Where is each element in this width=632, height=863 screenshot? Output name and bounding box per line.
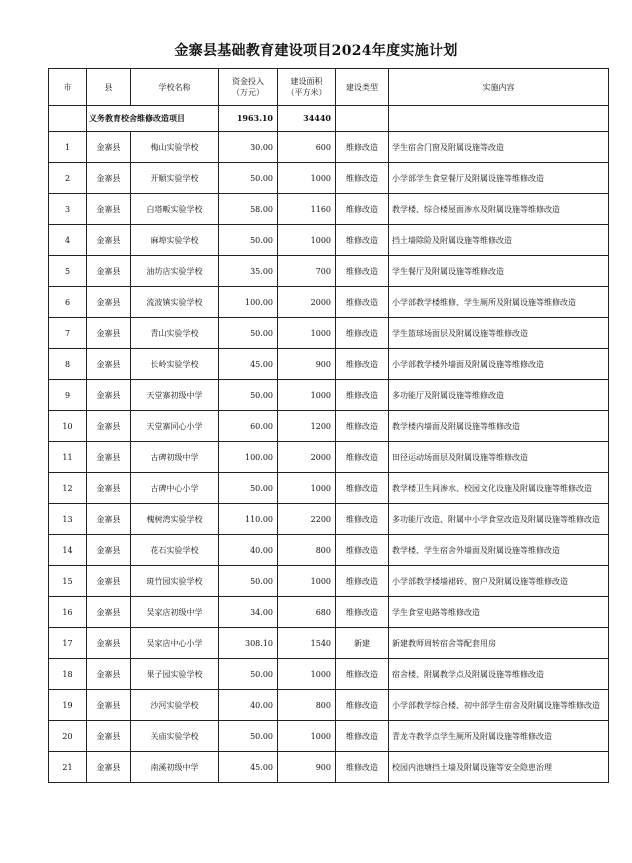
row-number: 8 [49, 349, 87, 380]
county-cell: 金寨县 [87, 442, 131, 473]
school-name-cell: 天堂寨同心小学 [131, 411, 219, 442]
school-name-cell: 花石实验学校 [131, 535, 219, 566]
row-number: 7 [49, 318, 87, 349]
area-cell: 1200 [278, 411, 336, 442]
school-name-cell: 开顺实验学校 [131, 163, 219, 194]
header-content: 实施内容 [389, 69, 609, 106]
summary-content-blank [389, 106, 609, 132]
summary-blank [49, 106, 87, 132]
table-row [49, 318, 609, 349]
investment-cell: 50.00 [219, 566, 278, 597]
table-row [49, 225, 609, 256]
county-cell: 金寨县 [87, 504, 131, 535]
area-cell: 1540 [278, 628, 336, 659]
build-type-cell: 维修改造 [336, 473, 389, 504]
area-cell: 2000 [278, 287, 336, 318]
school-name-cell: 古碑中心小学 [131, 473, 219, 504]
investment-cell: 45.00 [219, 752, 278, 783]
area-cell: 1000 [278, 566, 336, 597]
county-cell: 金寨县 [87, 256, 131, 287]
header-area-line2: （平方米） [286, 88, 327, 97]
row-number: 1 [49, 132, 87, 163]
investment-cell: 100.00 [219, 442, 278, 473]
row-number: 9 [49, 380, 87, 411]
row-number: 20 [49, 721, 87, 752]
county-cell: 金寨县 [87, 535, 131, 566]
build-type-cell: 维修改造 [336, 380, 389, 411]
table-row [49, 287, 609, 318]
build-type-cell: 维修改造 [336, 442, 389, 473]
row-number: 11 [49, 442, 87, 473]
area-cell: 680 [278, 597, 336, 628]
content-cell: 教学楼内墙面及附属设施等维修改造 [389, 411, 609, 442]
county-cell: 金寨县 [87, 225, 131, 256]
row-number: 3 [49, 194, 87, 225]
county-cell: 金寨县 [87, 349, 131, 380]
table-header-row [49, 69, 609, 106]
content-cell: 小学部教学综合楼、初中部学生宿舍及附属设施等维修改造 [389, 690, 609, 721]
table-row [49, 752, 609, 783]
investment-cell: 50.00 [219, 318, 278, 349]
content-cell: 挡土墙除险及附属设施等维修改造 [389, 225, 609, 256]
build-type-cell: 维修改造 [336, 597, 389, 628]
build-type-cell: 维修改造 [336, 690, 389, 721]
area-cell: 1000 [278, 721, 336, 752]
build-type-cell: 维修改造 [336, 535, 389, 566]
investment-cell: 50.00 [219, 659, 278, 690]
area-cell: 600 [278, 132, 336, 163]
build-type-cell: 维修改造 [336, 318, 389, 349]
content-cell: 小学部学生食堂餐厅及附属设施等维修改造 [389, 163, 609, 194]
county-cell: 金寨县 [87, 473, 131, 504]
area-cell: 1000 [278, 318, 336, 349]
build-type-cell: 新建 [336, 628, 389, 659]
build-type-cell: 维修改造 [336, 659, 389, 690]
row-number: 4 [49, 225, 87, 256]
area-cell: 1000 [278, 225, 336, 256]
build-type-cell: 维修改造 [336, 256, 389, 287]
school-name-cell: 古碑初级中学 [131, 442, 219, 473]
county-cell: 金寨县 [87, 194, 131, 225]
table-row [49, 659, 609, 690]
header-school: 学校名称 [131, 69, 219, 106]
build-type-cell: 维修改造 [336, 194, 389, 225]
school-name-cell: 天堂寨初级中学 [131, 380, 219, 411]
table-row [49, 380, 609, 411]
content-cell: 学生食堂电路等维修改造 [389, 597, 609, 628]
county-cell: 金寨县 [87, 132, 131, 163]
county-cell: 金寨县 [87, 659, 131, 690]
school-name-cell: 麻埠实验学校 [131, 225, 219, 256]
header-investment-line1: 资金投入 [232, 77, 264, 86]
table-row [49, 194, 609, 225]
content-cell: 学生篮球场面层及附属设施等维修改造 [389, 318, 609, 349]
school-name-cell: 槐树湾实验学校 [131, 504, 219, 535]
school-name-cell: 青山实验学校 [131, 318, 219, 349]
county-cell: 金寨县 [87, 566, 131, 597]
header-area [278, 69, 336, 106]
area-cell: 900 [278, 349, 336, 380]
build-type-cell: 维修改造 [336, 163, 389, 194]
table-row [49, 535, 609, 566]
table-row [49, 628, 609, 659]
investment-cell: 100.00 [219, 287, 278, 318]
row-number: 19 [49, 690, 87, 721]
content-cell: 校园内池塘挡土墙及附属设施等安全隐患治理 [389, 752, 609, 783]
page-title: 金寨县基础教育建设项目2024年度实施计划 [174, 43, 458, 59]
table-row [49, 597, 609, 628]
school-name-cell: 梅山实验学校 [131, 132, 219, 163]
table-row [49, 132, 609, 163]
investment-cell: 50.00 [219, 473, 278, 504]
summary-type-blank [336, 106, 389, 132]
investment-cell: 40.00 [219, 535, 278, 566]
area-cell: 900 [278, 752, 336, 783]
school-name-cell: 吴家店初级中学 [131, 597, 219, 628]
header-investment-line2: （万元） [232, 88, 264, 97]
table-row [49, 256, 609, 287]
header-investment [219, 69, 278, 106]
school-name-cell: 白塔畈实验学校 [131, 194, 219, 225]
school-name-cell: 果子园实验学校 [131, 659, 219, 690]
table-row [49, 442, 609, 473]
investment-cell: 50.00 [219, 163, 278, 194]
investment-cell: 40.00 [219, 690, 278, 721]
county-cell: 金寨县 [87, 380, 131, 411]
build-type-cell: 维修改造 [336, 566, 389, 597]
row-number: 2 [49, 163, 87, 194]
row-number: 10 [49, 411, 87, 442]
row-number: 18 [49, 659, 87, 690]
table-row [49, 690, 609, 721]
header-city: 市 [49, 69, 87, 106]
table-row [49, 473, 609, 504]
county-cell: 金寨县 [87, 411, 131, 442]
content-cell: 小学部教学楼外墙面及附属设施等维修改造 [389, 349, 609, 380]
content-cell: 宿舍楼、附属教学点及附属设施等维修改造 [389, 659, 609, 690]
content-cell: 小学部教学楼维修、学生厕所及附属设施等维修改造 [389, 287, 609, 318]
implementation-plan-table [48, 68, 609, 783]
area-cell: 1160 [278, 194, 336, 225]
row-number: 21 [49, 752, 87, 783]
row-number: 12 [49, 473, 87, 504]
area-cell: 800 [278, 690, 336, 721]
investment-cell: 35.00 [219, 256, 278, 287]
school-name-cell: 斑竹园实验学校 [131, 566, 219, 597]
investment-cell: 60.00 [219, 411, 278, 442]
county-cell: 金寨县 [87, 752, 131, 783]
content-cell: 教学楼卫生间渗水、校园文化设施及附属设施等维修改造 [389, 473, 609, 504]
area-cell: 2000 [278, 442, 336, 473]
table-row [49, 411, 609, 442]
build-type-cell: 维修改造 [336, 349, 389, 380]
summary-row [49, 106, 609, 132]
county-cell: 金寨县 [87, 318, 131, 349]
content-cell: 学生餐厅及附属设施等维修改造 [389, 256, 609, 287]
school-name-cell: 南溪初级中学 [131, 752, 219, 783]
build-type-cell: 维修改造 [336, 504, 389, 535]
school-name-cell: 长岭实验学校 [131, 349, 219, 380]
build-type-cell: 维修改造 [336, 287, 389, 318]
row-number: 5 [49, 256, 87, 287]
row-number: 6 [49, 287, 87, 318]
content-cell: 新建教师周转宿舍等配套用房 [389, 628, 609, 659]
content-cell: 多功能厅及附属设施等维修改造 [389, 380, 609, 411]
table-row [49, 721, 609, 752]
school-name-cell: 流波镇实验学校 [131, 287, 219, 318]
header-type: 建设类型 [336, 69, 389, 106]
investment-cell: 110.00 [219, 504, 278, 535]
investment-cell: 30.00 [219, 132, 278, 163]
build-type-cell: 维修改造 [336, 721, 389, 752]
county-cell: 金寨县 [87, 287, 131, 318]
build-type-cell: 维修改造 [336, 225, 389, 256]
area-cell: 800 [278, 535, 336, 566]
summary-investment: 1963.10 [219, 106, 278, 132]
content-cell: 小学部教学楼墙裙砖、窗户及附属设施等维修改造 [389, 566, 609, 597]
investment-cell: 45.00 [219, 349, 278, 380]
row-number: 16 [49, 597, 87, 628]
content-cell: 田径运动场面层及附属设施等维修改造 [389, 442, 609, 473]
county-cell: 金寨县 [87, 690, 131, 721]
investment-cell: 34.00 [219, 597, 278, 628]
row-number: 15 [49, 566, 87, 597]
area-cell: 1000 [278, 473, 336, 504]
area-cell: 1000 [278, 380, 336, 411]
table-row [49, 566, 609, 597]
county-cell: 金寨县 [87, 721, 131, 752]
header-county: 县 [87, 69, 131, 106]
investment-cell: 58.00 [219, 194, 278, 225]
school-name-cell: 油坊店实验学校 [131, 256, 219, 287]
school-name-cell: 关庙实验学校 [131, 721, 219, 752]
header-area-line1: 建设面积 [290, 77, 323, 86]
area-cell: 1000 [278, 659, 336, 690]
table-row [49, 163, 609, 194]
school-name-cell: 吴家店中心小学 [131, 628, 219, 659]
table-row [49, 349, 609, 380]
area-cell: 1000 [278, 163, 336, 194]
investment-cell: 308.10 [219, 628, 278, 659]
content-cell: 多功能厅改造、附属中小学食堂改造及附属设施等维修改造 [389, 504, 609, 535]
row-number: 14 [49, 535, 87, 566]
school-name-cell: 沙河实验学校 [131, 690, 219, 721]
county-cell: 金寨县 [87, 597, 131, 628]
content-cell: 青龙寺教学点学生厕所及附属设施等维修改造 [389, 721, 609, 752]
row-number: 17 [49, 628, 87, 659]
content-cell: 学生宿舍门窗及附属设施等改造 [389, 132, 609, 163]
summary-label: 义务教育校舍维修改造项目 [87, 106, 219, 132]
table-row [49, 504, 609, 535]
area-cell: 2200 [278, 504, 336, 535]
investment-cell: 50.00 [219, 225, 278, 256]
investment-cell: 50.00 [219, 380, 278, 411]
investment-cell: 50.00 [219, 721, 278, 752]
build-type-cell: 维修改造 [336, 132, 389, 163]
summary-area: 34440 [278, 106, 336, 132]
area-cell: 700 [278, 256, 336, 287]
row-number: 13 [49, 504, 87, 535]
county-cell: 金寨县 [87, 628, 131, 659]
build-type-cell: 维修改造 [336, 411, 389, 442]
content-cell: 教学楼、综合楼屋面渗水及附属设施等维修改造 [389, 194, 609, 225]
content-cell: 教学楼、学生宿舍外墙面及附属设施等维修改造 [389, 535, 609, 566]
county-cell: 金寨县 [87, 163, 131, 194]
build-type-cell: 维修改造 [336, 752, 389, 783]
